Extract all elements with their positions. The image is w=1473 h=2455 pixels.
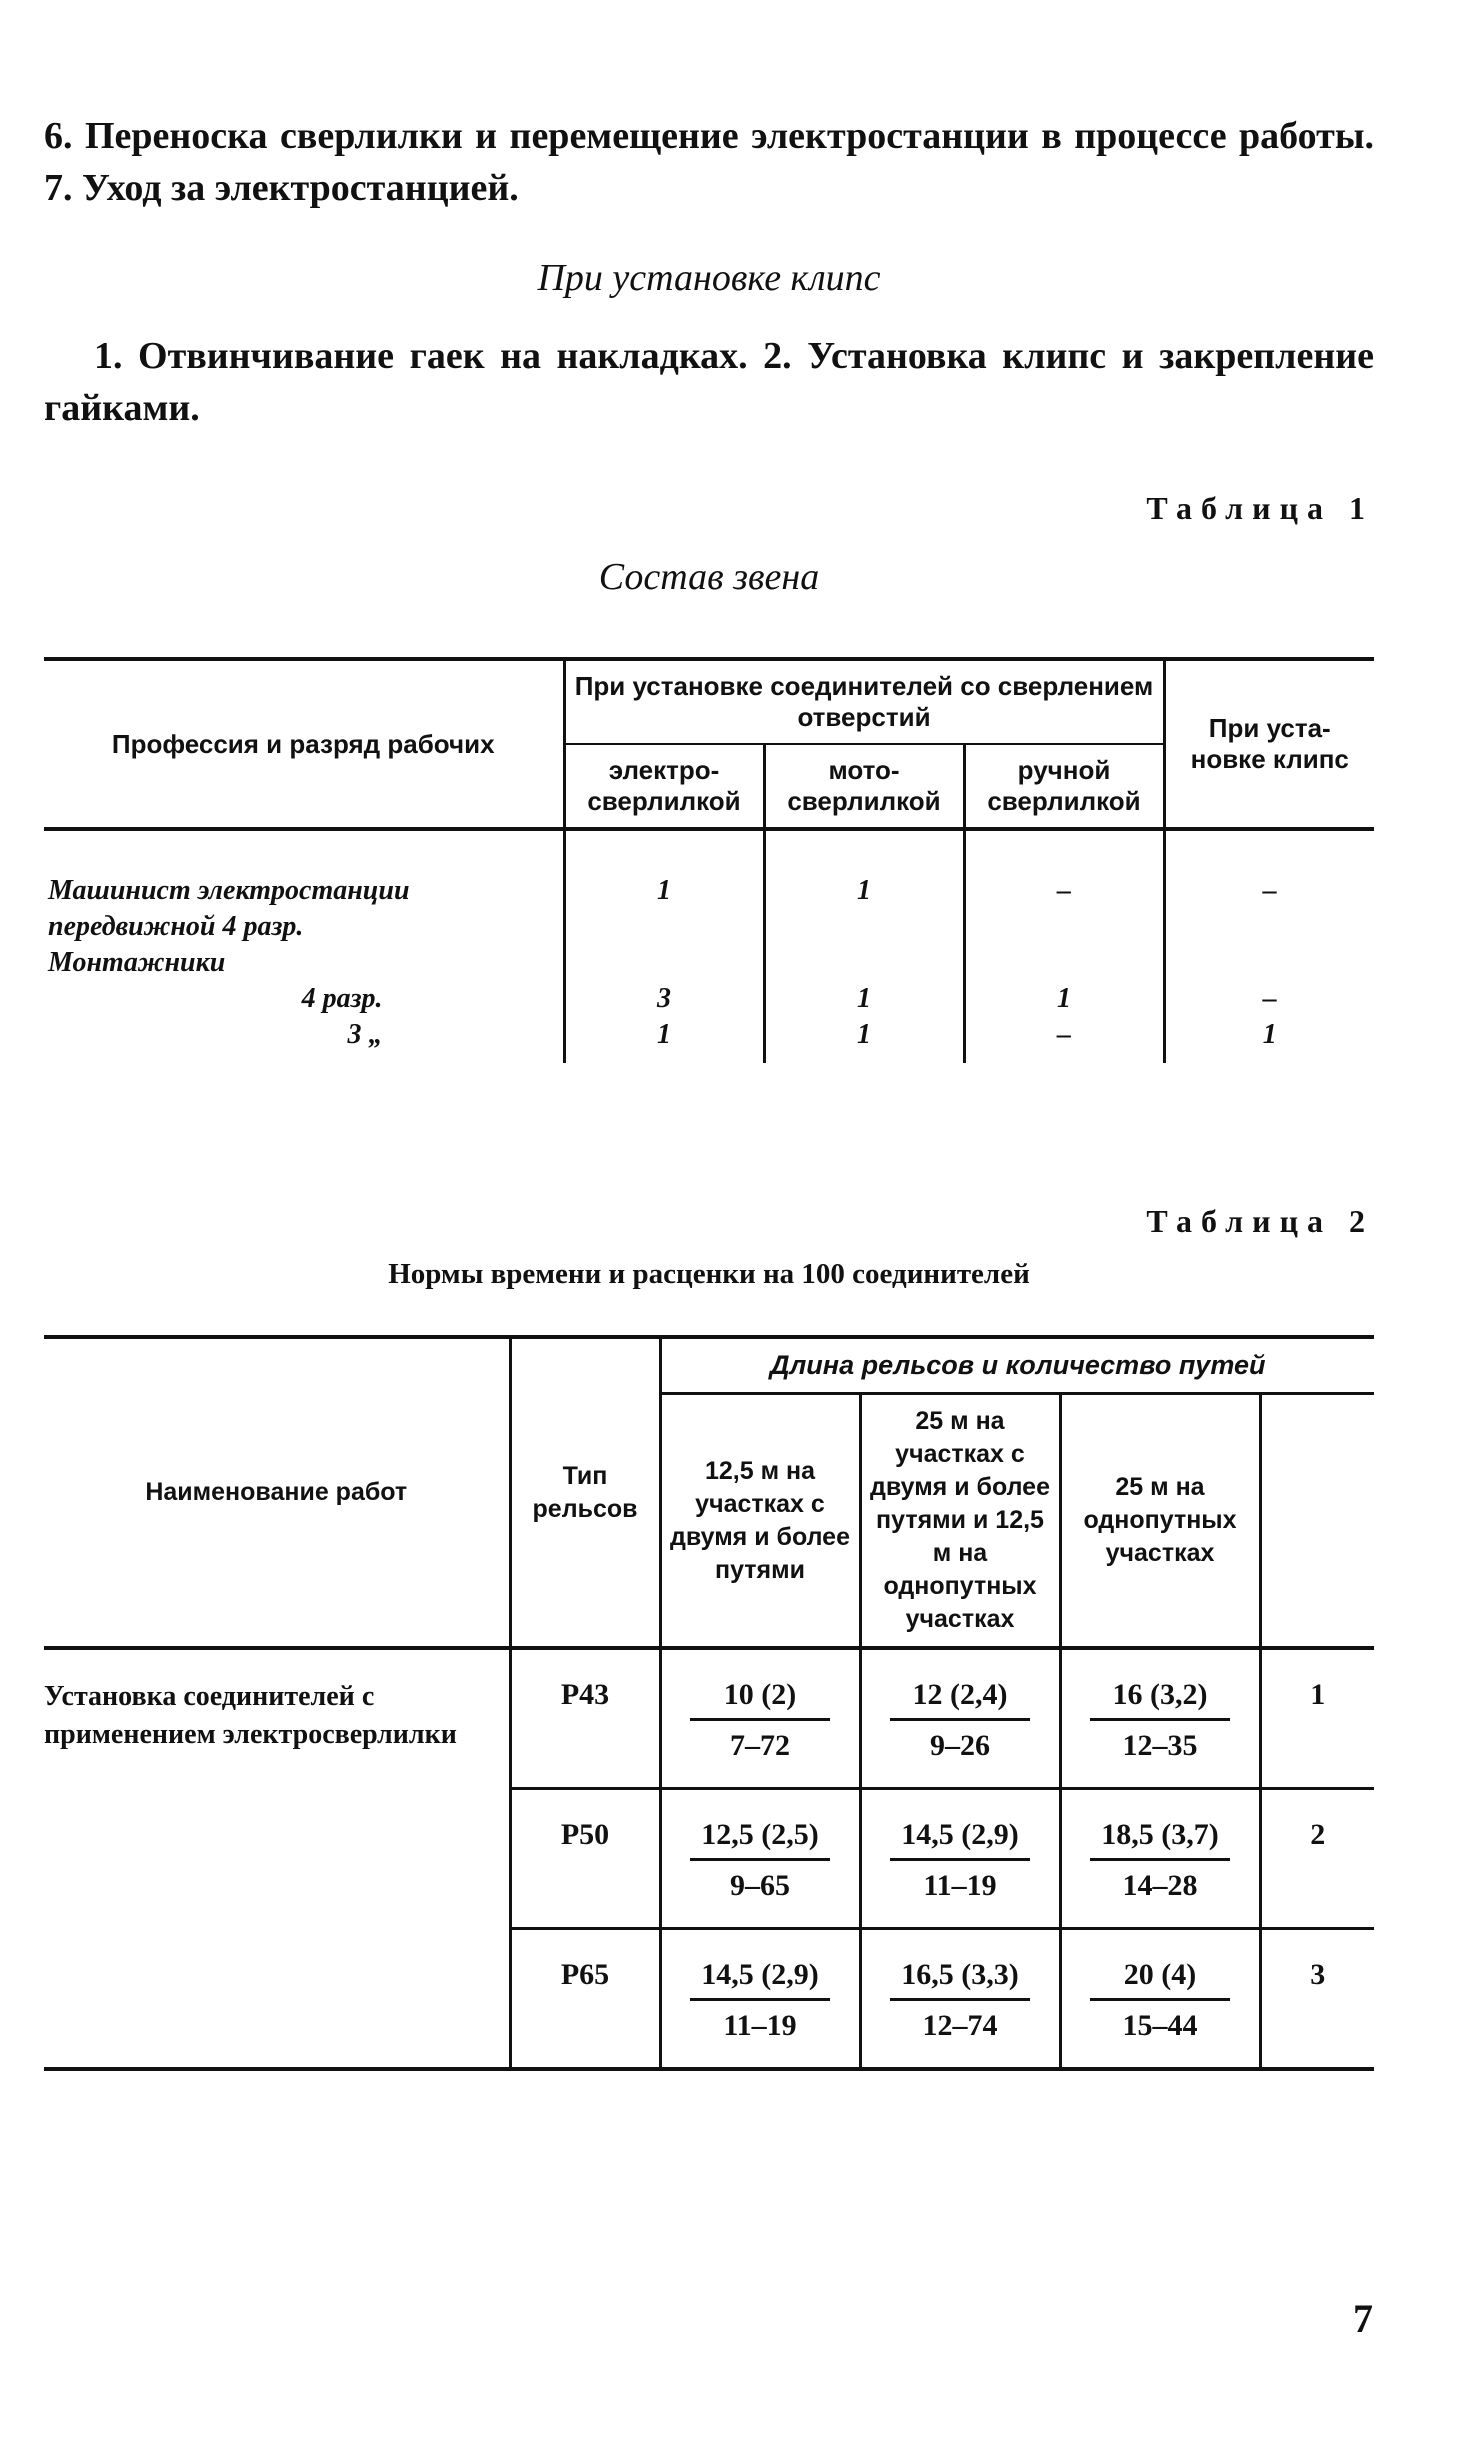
cell-electro: 1 <box>564 1017 764 1063</box>
cell-moto: 1 <box>764 829 964 945</box>
header-col-25-multi: 25 м на участках с двумя и более путями и 12,5 м на однопутных участках <box>860 1394 1060 1649</box>
cell-manual: 1 <box>964 981 1164 1017</box>
norm-price: 11–19 <box>923 1869 997 1902</box>
header-profession: Профессия и разряд рабочих <box>44 659 564 829</box>
cell-clips: – <box>1164 829 1374 945</box>
cell-moto <box>764 945 964 981</box>
norm-time: 18,5 (3,7) <box>1090 1818 1230 1861</box>
header-electro: электро- сверлилкой <box>564 744 764 829</box>
row-name: Монтажники <box>48 947 226 978</box>
cell-manual: – <box>964 1017 1164 1063</box>
header-rail-type: Тип рельсов <box>510 1337 660 1648</box>
intro-paragraph-1: 6. Переноска сверлилки и перемещение электростанции в процессе работы. 7. Уход за электростанцией. <box>44 115 1374 209</box>
row-index: 2 <box>1260 1789 1374 1929</box>
row-name: 3 „ <box>347 1019 383 1050</box>
table-row <box>44 1648 1374 1789</box>
norm-cell <box>1060 1789 1260 1929</box>
row-name: 4 разр. <box>301 983 383 1014</box>
norm-cell <box>1060 1648 1260 1789</box>
header-rail-length-group: Длина рельсов и количество путей <box>660 1337 1374 1394</box>
header-moto: мото- сверлилкой <box>764 744 964 829</box>
header-col-12-5-multi: 12,5 м на участках с двумя и более путями <box>660 1394 860 1649</box>
table-row <box>44 1017 1374 1063</box>
norm-time: 10 (2) <box>690 1678 830 1721</box>
cell-electro <box>564 945 764 981</box>
norm-cell <box>660 1648 860 1789</box>
norm-time: 20 (4) <box>1090 1958 1230 2001</box>
norm-time: 14,5 (2,9) <box>690 1958 830 2001</box>
header-index <box>1260 1394 1374 1649</box>
norm-price: 9–65 <box>730 1869 790 1902</box>
norm-price: 15–44 <box>1122 2009 1198 2042</box>
table-row <box>44 981 1374 1017</box>
cell-electro: 1 <box>564 829 764 945</box>
norm-cell <box>860 1789 1060 1929</box>
cell-moto: 1 <box>764 1017 964 1063</box>
cell-clips <box>1164 945 1374 981</box>
subheading-clips: При установке клипс <box>537 257 881 299</box>
row-name: Машинист электростанции передвижной 4 разр. <box>48 875 410 942</box>
header-work-name: Наименование работ <box>44 1337 510 1648</box>
cell-clips: 1 <box>1164 1017 1374 1063</box>
table-row <box>44 829 1374 945</box>
intro-paragraph-2: 1. Отвинчивание гаек на накладках. 2. Установка клипс и закрепление гайками. <box>44 335 1374 429</box>
table-row <box>44 945 1374 981</box>
norm-time: 14,5 (2,9) <box>890 1818 1030 1861</box>
norm-price: 12–74 <box>922 2009 998 2042</box>
cell-manual: – <box>964 829 1164 945</box>
cell-manual <box>964 945 1164 981</box>
header-col-25-single: 25 м на однопутных участках <box>1060 1394 1260 1649</box>
page-number: 7 <box>1353 2296 1373 2341</box>
norm-price: 12–35 <box>1122 1729 1198 1762</box>
rail-type-cell: Р43 <box>510 1648 660 1789</box>
norm-price: 9–26 <box>930 1729 990 1762</box>
norm-time: 12,5 (2,5) <box>690 1818 830 1861</box>
norm-price: 11–19 <box>723 2009 797 2042</box>
table-crew-composition <box>44 657 1374 1063</box>
norm-price: 7–72 <box>730 1729 790 1762</box>
rail-type-cell: Р65 <box>510 1929 660 2070</box>
row-index: 1 <box>1260 1648 1374 1789</box>
table-time-norms <box>44 1335 1374 2071</box>
cell-electro: 3 <box>564 981 764 1017</box>
norm-time: 12 (2,4) <box>890 1678 1030 1721</box>
norm-cell <box>1060 1929 1260 2070</box>
rail-type-cell: Р50 <box>510 1789 660 1929</box>
norm-time: 16,5 (3,3) <box>890 1958 1030 2001</box>
norm-cell <box>860 1929 1060 2070</box>
table1-caption: Состав звена <box>598 556 820 598</box>
norm-cell <box>660 1789 860 1929</box>
work-name-cell: Установка соединителей с применением электросверлилки <box>44 1681 457 1750</box>
norm-time: 16 (3,2) <box>1090 1678 1230 1721</box>
norm-cell <box>860 1648 1060 1789</box>
cell-clips: – <box>1164 981 1374 1017</box>
table1-label: Таблица 1 <box>1146 490 1374 526</box>
norm-cell <box>660 1929 860 2070</box>
cell-moto: 1 <box>764 981 964 1017</box>
document-page <box>44 110 1374 2071</box>
header-drilling-group: При установке соединителей со сверлением отверстий <box>564 659 1164 744</box>
header-manual: ручной сверлилкой <box>964 744 1164 829</box>
table2-caption: Нормы времени и расценки на 100 соединителей <box>388 1258 1030 1290</box>
header-clips: При уста- новке клипс <box>1164 659 1374 829</box>
norm-price: 14–28 <box>1122 1869 1198 1902</box>
table2-label: Таблица 2 <box>1146 1203 1374 1239</box>
row-index: 3 <box>1260 1929 1374 2070</box>
